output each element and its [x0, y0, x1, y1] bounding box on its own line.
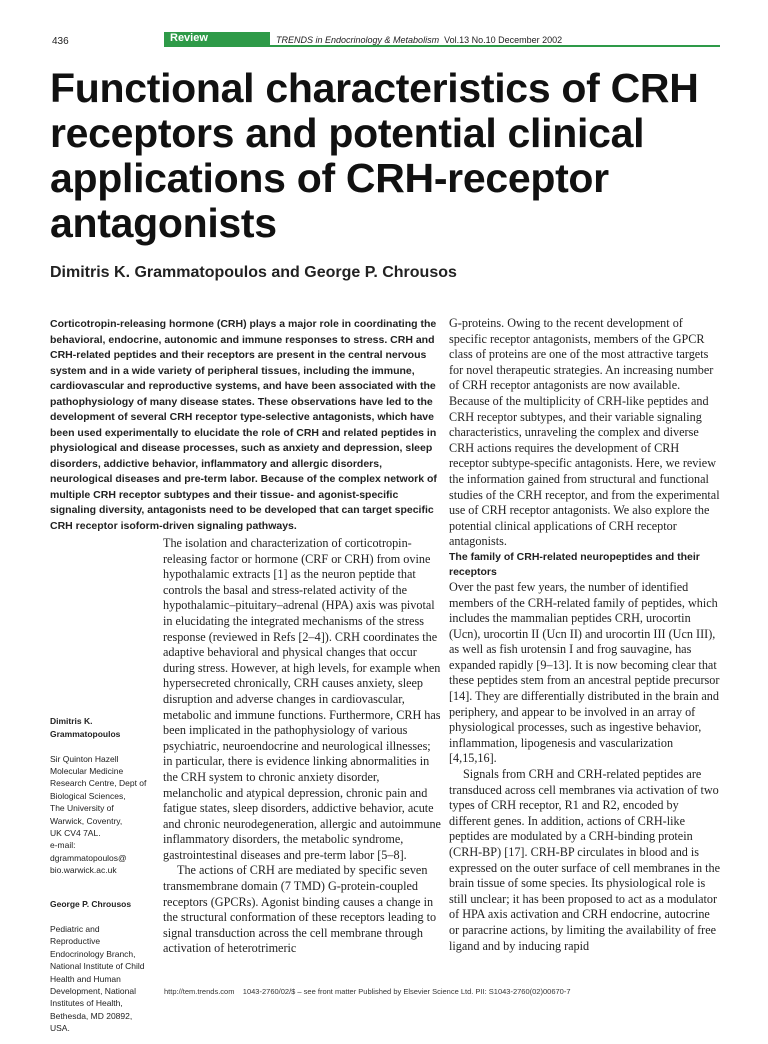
page-number: 436: [52, 36, 69, 47]
body-paragraph: G-proteins. Owing to the recent development of specific receptor antagonists, members of the GPCR class of proteins are one of the most attractive targets for novel therapeutic strategies. An increasing number of CRH receptor antagonists are now available. Because of the multiplicity of CRH-like peptides and CRH receptor subtypes, and their variable signaling characteristics, unraveling the complex and diverse CRH actions requires the development of CRH receptor subtype-specific antagonists. Here, we review the information gained from structural and functional studies of the CRH receptor, and from the experimental use of CRH receptor antagonists. We also explore the potential clinical applications of CRH receptor antagonists.: [449, 316, 720, 549]
footer-url: http://tem.trends.com: [164, 987, 235, 996]
author-affiliations: [50, 703, 160, 1044]
journal-citation: [276, 35, 562, 45]
footer-info: 1043-2760/02/$ – see front matter Published by Elsevier Science Ltd. PII: S1043-2760(02)00670-7: [242, 987, 571, 996]
running-header: [52, 34, 768, 48]
authors: Dimitris K. Grammatopoulos and George P. Chrousos: [50, 264, 457, 281]
body-paragraph: The isolation and characterization of corticotropin-releasing factor or hormone (CRF or CRH) from ovine hypothalamic extracts [1] as the neuron peptide that controls the basal and stress-related activity of the hypothalamic–pituitary–adrenal (HPA) axis was pivotal in elucidating the integrated mechanisms of the stress response (reviewed in Refs [2–4]). CRH coordinates the adaptive behavioral and physical changes that occur during stress. However, at high levels, for example when hypersecreted chronically, CRH causes anxiety, sleep disruption and adverse changes in cardiovascular, metabolic and immune functions. Furthermore, CRH has been implicated in the pathophysiology of various psychiatric, neuroendocrine and neurological illnesses; in particular, there is evidence linking abnormalities in the CRH system to chronic anxiety disorder, melancholic and atypical depression, chronic pain and fatigue states, sleep disorders, addictive behavior, acute and chronic neurodegeneration, allergic and autoimmune inflammatory disorders, the metabolic syndrome, gastrointestinal diseases and pre-term labor [5–8].: [163, 536, 441, 862]
affiliation-name: George P. Chrousos: [50, 899, 132, 910]
journal-issue: Vol.13 No.10 December 2002: [444, 35, 563, 45]
article-title: Functional characteristics of CRH receptors and potential clinical applications of CRH-receptor antagonists: [50, 65, 699, 246]
journal-name: TRENDS in Endocrinology & Metabolism: [276, 35, 440, 45]
page-footer: [164, 987, 571, 996]
body-column-left: [163, 536, 441, 957]
section-tag: Review: [164, 32, 270, 45]
affiliation-block: [50, 703, 160, 877]
body-paragraph: The actions of CRH are mediated by specific seven transmembrane domain (7 TMD) G-protein-coupled receptors (GPCRs). Agonist binding causes a change in the structural conformation of these receptors leading to signal transduction across the cell membrane through activation of heterotrimeric: [163, 863, 437, 956]
affiliation-name: Dimitris K. Grammatopoulos: [50, 716, 121, 739]
section-heading: The family of CRH-related neuropeptides and their receptors: [449, 550, 700, 578]
body-paragraph: Signals from CRH and CRH-related peptides are transduced across cell membranes via activation of two types of CRH receptor, R1 and R2, encoded by different genes. In addition, actions of CRH-like peptides are modulated by a CRH-binding protein (CRH-BP) [17]. CRH-BP circulates in blood and is expressed on the outer surface of cell membranes in the brain tissue of some species. Its physiological role is still unclear; it has been proposed to act as a modulator of HPA axis activation and CRH endocrine, autocrine or paracrine actions, by limiting the availability of free ligand and by inducing rapid: [449, 767, 721, 953]
body-paragraph: Over the past few years, the number of identified members of the CRH-related family of peptides, which includes the mammalian peptides CRH, urocortin (Ucn), urocortin II (Ucn II) and urocortin III (Ucn III), as well as fish urotensin I and frog sauvagine, has expanded rapidly [9–13]. It is now becoming clear that these peptides stem from an ancestral peptide precursor [14]. They are differentially distributed in the brain and periphery, and appear to be involved in an array of physiological processes, such as ingestive behavior, inflammation, lipogenesis and vascularization [4,15,16].: [449, 579, 720, 766]
affiliation-address: Pediatric and Reproductive Endocrinology Branch, National Institute of Child Health and Human Development, National Institutes of Health, Bethesda, MD 20892, USA.: [50, 923, 145, 1034]
header-rule: [164, 45, 720, 47]
affiliation-address: Sir Quinton Hazell Molecular Medicine Research Centre, Dept of Biological Sciences, The University of Warwick, Coventry, UK CV4 7AL. e-mail: dgrammatopoulos@ bio.warwick.ac.uk: [50, 753, 147, 876]
abstract: Corticotropin-releasing hormone (CRH) plays a major role in coordinating the behavioral, endocrine, autonomic and immune responses to stress. CRH and CRH-related peptides and their receptors are present in the central nervous system and in a wide variety of peripheral tissues, including the immune, cardiovascular and reproductive systems, and have been associated with the pathophysiology of many disease states. These observations have led to the development of several CRH receptor type-selective antagonists, which have been used experimentally to elucidate the role of CRH and related peptides in physiological and disease processes, such as anxiety and depression, sleep disorders, addictive behavior, inflammatory and allergic disorders, neurological diseases and pre-term labor. Because of the complex network of multiple CRH receptor subtypes and their tissue- and agonist-specific signaling diversity, antagonists need to be developed that can target specific CRH receptor isoform-driven signaling pathways.: [50, 318, 437, 532]
affiliation-block: [50, 886, 160, 1035]
body-column-right: [449, 316, 721, 954]
